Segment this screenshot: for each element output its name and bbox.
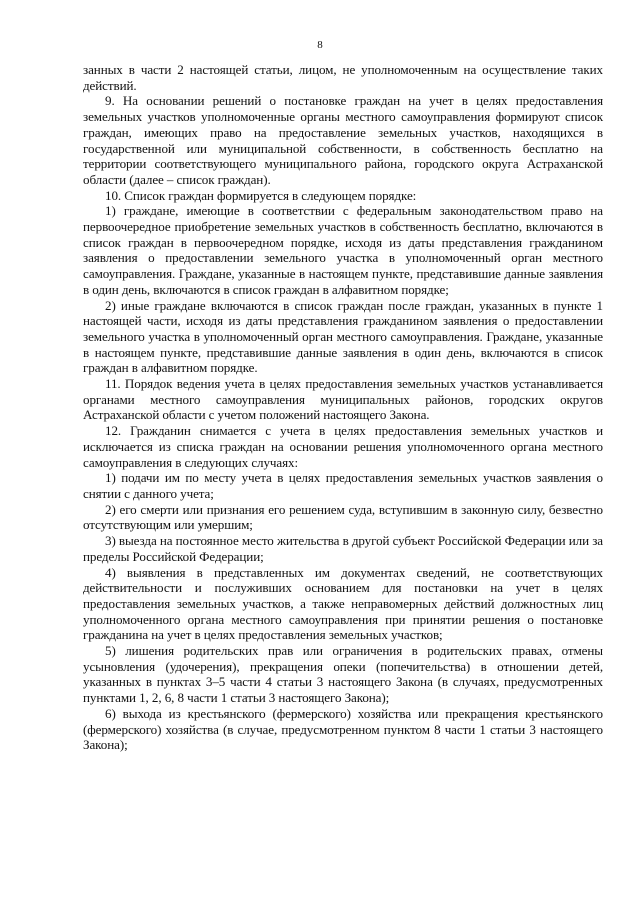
paragraph-item-10: 10. Список граждан формируется в следующем порядке:: [105, 187, 417, 203]
page-number: 8: [317, 39, 323, 51]
paragraph-item-12-6: 6) выхода из крестьянского (фермерского) хозяйства или прекращения крестьянского (фермерского) хозяйства (в случае, предусмотренном пунктом 8 части 1 статьи 3 настоящего Закона);: [83, 705, 603, 753]
paragraph-item-9: 9. На основании решений о постановке граждан на учет в целях предоставления земельных участков уполномоченные органы местного самоуправления формируют список граждан, имеющих право на предоставление земельных участков, находящихся в государственной или муниципальной собственности, в собственность бесплатно на территории соответствующего муниципального района, городского округа Астраханской области (далее – список граждан).: [83, 93, 603, 187]
paragraph-item-10-2: 2) иные граждане включаются в список граждан после граждан, указанных в пункте 1 настоящей части, исходя из даты представления гражданином заявления о предоставлении земельного участка в уполномоченный орган местного самоуправления. Граждане, указанные в настоящем пункте, представившие данные заявления в один день, включаются в список граждан в алфавитном порядке.: [83, 297, 603, 376]
paragraph-item-12-5: 5) лишения родительских прав или ограничения в родительских правах, отмены усыновления (удочерения), прекращения опеки (попечительства) в отношении детей, указанных в пунктах 3–5 части 4 статьи 3 настоящего Закона (в случаях, предусмотренных пунктами 1, 2, 6, 8 части 1 статьи 3 настоящего Закона);: [83, 643, 603, 706]
paragraph-item-12-1: 1) подачи им по месту учета в целях предоставления земельных участков заявления о снятии с данного учета;: [83, 470, 603, 501]
paragraph-item-12-4: 4) выявления в представленных им документах сведений, не соответствующих действительности и послуживших основанием для постановки на учет в целях предоставления земельных участков, а также неправомерных действий должностных лиц уполномоченного органа местного самоуправления при принятии решения о постановке гражданина на учет в целях предоставления земельных участков;: [83, 564, 603, 643]
page-body: [83, 62, 603, 753]
paragraph-item-12-2: 2) его смерти или признания его решением суда, вступившим в законную силу, безвестно отсутствующим или умершим;: [83, 501, 603, 533]
paragraph-item-12: 12. Гражданин снимается с учета в целях предоставления земельных участков и исключается из списка граждан на основании решения уполномоченного органа местного самоуправления в следующих случаях:: [83, 423, 603, 470]
paragraph-item-12-3: 3) выезда на постоянное место жительства в другой субъект Российской Федерации или за пределы Российской Федерации;: [83, 533, 603, 564]
paragraph-item-10-1: 1) граждане, имеющие в соответствии с федеральным законодательством право на первоочередное приобретение земельных участков в собственность бесплатно, включаются в список граждан в первоочередном порядке, исходя из даты представления гражданином заявления о предоставлении земельного участка в уполномоченный орган местного самоуправления. Граждане, указанные в настоящем пункте, представившие данные заявления в один день, включаются в список граждан в алфавитном порядке;: [83, 203, 603, 297]
paragraph-item-11: 11. Порядок ведения учета в целях предоставления земельных участков устанавливается органами местного самоуправления муниципальных районов, городских округов Астраханской области с учетом положений настоящего Закона.: [83, 376, 603, 423]
paragraph-continuation: занных в части 2 настоящей статьи, лицом, не уполномоченным на осуществление таких действий.: [83, 62, 603, 93]
